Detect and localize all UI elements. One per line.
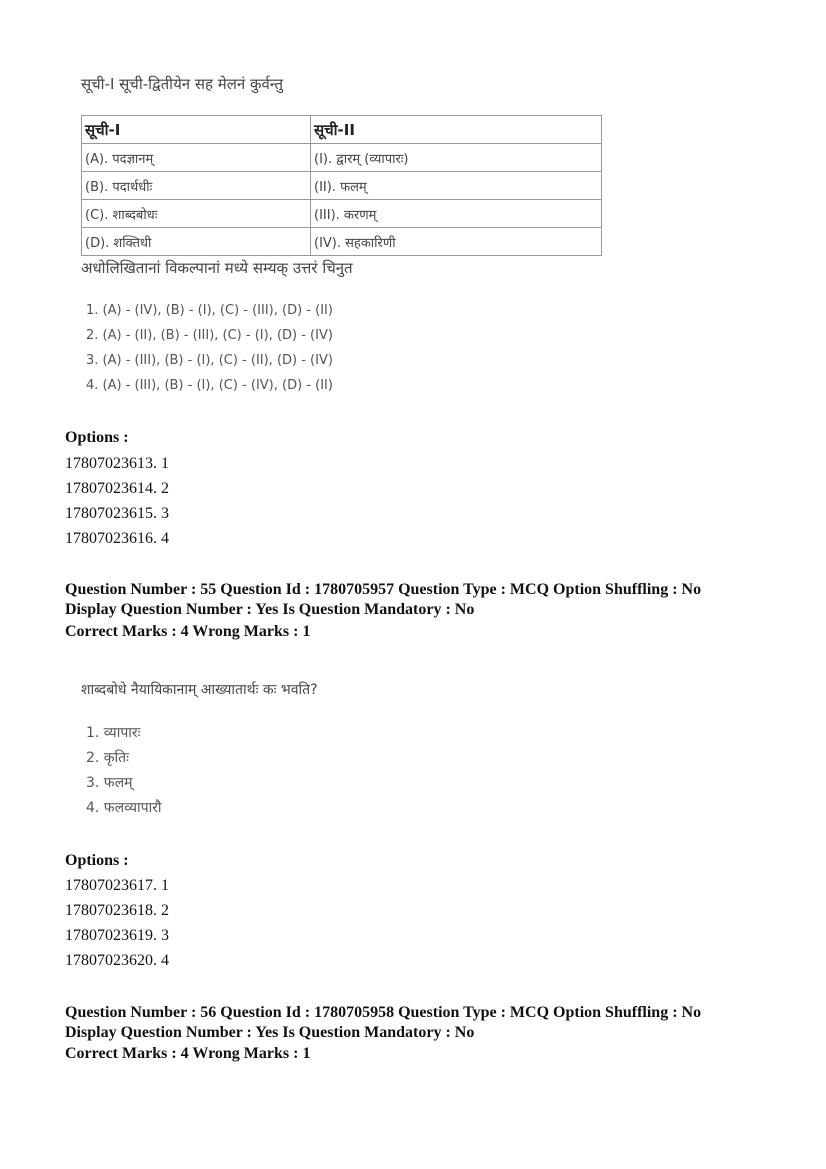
table-row [82, 172, 602, 200]
option-id: 17807023617. 1 [65, 877, 169, 894]
question-instruction: अधोलिखितानां विकल्पानां मध्ये सम्यक् उत्तरं चिनुत [81, 259, 353, 277]
choice-item: 3. (A) - (III), (B) - (I), (C) - (II), (D) - (IV) [86, 353, 333, 368]
options-label: Options : [65, 429, 129, 446]
table-cell: (IV). सहकारिणी [311, 228, 602, 256]
table-cell: (I). द्वारम् (व्यापारः) [311, 144, 602, 172]
option-id: 17807023618. 2 [65, 902, 169, 919]
question-intro: सूची-I सूची-द्वितीयेन सह मेलनं कुर्वन्तु [81, 75, 283, 93]
option-id: 17807023613. 1 [65, 455, 169, 472]
answer-choices [86, 298, 333, 398]
question-meta-line3: Correct Marks : 4 Wrong Marks : 1 [65, 1045, 311, 1062]
table-row [82, 200, 602, 228]
choice-item: 2. (A) - (II), (B) - (III), (C) - (I), (D) - (IV) [86, 328, 333, 343]
table-header-list2: सूची-II [311, 116, 602, 144]
question-meta-line1: Question Number : 56 Question Id : 1780705958 Question Type : MCQ Option Shuffling : No [65, 1004, 702, 1021]
choice-item: 2. कृतिः [86, 750, 129, 766]
option-id: 17807023616. 4 [65, 530, 169, 547]
table-header-row [82, 116, 602, 144]
question-meta-line3: Correct Marks : 4 Wrong Marks : 1 [65, 623, 311, 640]
choice-item: 4. फलव्यापारौ [86, 800, 162, 816]
table-cell: (II). फलम् [311, 172, 602, 200]
table-header-list1: सूची-I [82, 116, 311, 144]
option-id: 17807023620. 4 [65, 952, 169, 969]
option-id: 17807023615. 3 [65, 505, 169, 522]
choice-item: 1. व्यापारः [86, 725, 141, 741]
question-text: शाब्दबोधे नैयायिकानाम् आख्यातार्थः कः भवति? [81, 682, 318, 698]
table-cell: (D). शक्तिधी [82, 228, 311, 256]
option-id: 17807023614. 2 [65, 480, 169, 497]
question-meta-line1: Question Number : 55 Question Id : 1780705957 Question Type : MCQ Option Shuffling : No [65, 581, 702, 598]
choice-item: 3. फलम् [86, 775, 133, 791]
table-cell: (III). करणम् [311, 200, 602, 228]
match-table [81, 115, 602, 256]
options-list [65, 451, 169, 551]
table-cell: (A). पदज्ञानम् [82, 144, 311, 172]
options-label: Options : [65, 852, 129, 869]
choice-item: 1. (A) - (IV), (B) - (I), (C) - (III), (D) - (II) [86, 303, 333, 318]
question-meta-line2: Display Question Number : Yes Is Question Mandatory : No [65, 1024, 475, 1041]
option-id: 17807023619. 3 [65, 927, 169, 944]
choice-item: 4. (A) - (III), (B) - (I), (C) - (IV), (D) - (II) [86, 378, 333, 393]
table-cell: (C). शाब्दबोधः [82, 200, 311, 228]
table-cell: (B). पदार्थधीः [82, 172, 311, 200]
answer-choices [86, 721, 162, 821]
table-row [82, 228, 602, 256]
question-meta-line2: Display Question Number : Yes Is Question Mandatory : No [65, 601, 475, 618]
options-list [65, 873, 169, 973]
table-row [82, 144, 602, 172]
